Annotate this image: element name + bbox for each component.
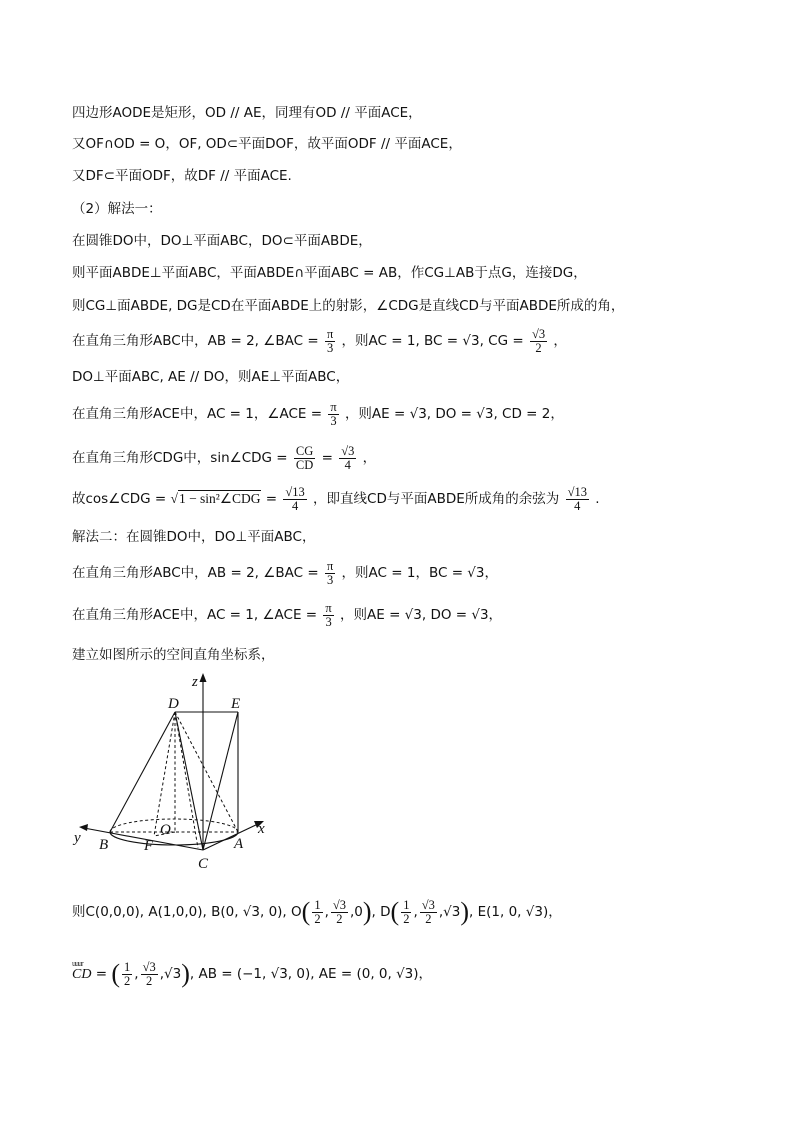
cone-figure xyxy=(72,672,282,872)
fraction-sqrt13-over-4: $\frac{√13}{4}$ xyxy=(285,484,305,513)
text-segment: ，则AE = √3, DO = √3， xyxy=(340,607,503,623)
vector-cd: uuur CD xyxy=(72,959,92,982)
line-triangle-abc-2 xyxy=(72,554,498,592)
fraction-sqrt3-over-2: $\frac{√3}{2}$ xyxy=(332,897,346,926)
line-ae-perpendicular: DO⊥平面ABC, AE // DO，则AE⊥平面ABC， xyxy=(72,369,350,385)
text-segment: 在直角三角形ABC中，AB = 2, ∠BAC = xyxy=(72,333,319,349)
line-angle-cdg: 则CG⊥面ABDE, DG是CD在平面ABDE上的射影，∠CDG是直线CD与平面ABDE所成的角， xyxy=(72,298,625,314)
line-triangle-ace-1 xyxy=(72,395,564,433)
fraction-sqrt3-over-2: $\frac{√3}{2}$ xyxy=(531,326,546,355)
fraction-pi-over-3: $\frac{\pi}{3}$ xyxy=(325,600,332,629)
text-segment: 在直角三角形ABC中，AB = 2, ∠BAC = xyxy=(72,565,319,581)
label-B: B xyxy=(99,837,109,853)
label-x: x xyxy=(258,821,265,837)
text-segment: ，则AE = √3, DO = √3, CD = 2， xyxy=(344,406,564,422)
line-triangle-abc-1 xyxy=(72,322,567,360)
text-segment: . xyxy=(595,491,600,507)
fraction-half: $\frac{1}{2}$ xyxy=(124,959,131,988)
text-segment: ，即直线CD与平面ABDE所成角的余弦为 xyxy=(313,491,560,507)
label-y: y xyxy=(74,830,81,846)
label-z: z xyxy=(192,674,198,690)
text-segment: 故cos∠CDG = xyxy=(72,491,167,507)
fraction-sqrt3-over-2: $\frac{√3}{2}$ xyxy=(421,897,435,926)
text-segment: , AB = (−1, √3, 0), AE = (0, 0, √3)， xyxy=(189,966,433,982)
fraction-sqrt3-over-2: $\frac{√3}{2}$ xyxy=(142,959,156,988)
text-segment: , D xyxy=(371,904,391,920)
method-two-heading: 解法二：在圆锥DO中，DO⊥平面ABC， xyxy=(72,529,316,545)
text-segment: 则C(0,0,0), A(1,0,0), B(0, √3, 0), O xyxy=(72,904,302,920)
text-segment: ， xyxy=(362,450,377,466)
line-df-parallel: 又DF⊂平面ODF，故DF // 平面ACE. xyxy=(72,168,292,184)
line-plane-odf-parallel: 又OF∩OD = O，OF, OD⊂平面DOF，故平面ODF // 平面ACE， xyxy=(72,136,462,152)
label-E: E xyxy=(231,696,241,712)
text-segment: = xyxy=(321,450,333,466)
z-axis-arrow xyxy=(200,673,207,682)
edge-dc-hidden-2 xyxy=(175,712,198,848)
line-rectangle-aode: 四边形AODE是矩形，OD // AE，同理有OD // 平面ACE， xyxy=(72,105,422,121)
text-segment: ，则AC = 1, BC = √3, CG = xyxy=(341,333,524,349)
text-segment: ，则AC = 1，BC = √3， xyxy=(341,565,498,581)
text-segment: 在直角三角形ACE中，AC = 1, ∠ACE = xyxy=(72,607,318,623)
sqrt-expression: √1 − sin²∠CDG xyxy=(170,491,261,506)
edge-ec xyxy=(203,712,238,850)
label-F: F xyxy=(144,838,154,854)
fraction-half: $\frac{1}{2}$ xyxy=(314,897,321,926)
fraction-half: $\frac{1}{2}$ xyxy=(403,897,410,926)
fraction-pi-over-3: $\frac{\pi}{3}$ xyxy=(326,558,334,587)
fraction-sqrt3-over-4: $\frac{√3}{4}$ xyxy=(341,443,355,472)
text-segment: = xyxy=(265,491,278,507)
line-coordinates: 则C(0,0,0), A(1,0,0), B(0, √3, 0), O( $\frac{1}{2}$ , $\frac{√3}{2}$ ,0), D( $\frac{1}{2}$ , $\frac{√3}{2}$ ,√3), E(1, 0, √3)， xyxy=(72,897,562,926)
fraction-sqrt13-over-4-answer: $\frac{√13}{4}$ xyxy=(567,484,587,513)
label-A: A xyxy=(234,836,244,852)
base-ellipse-back xyxy=(110,819,238,832)
edge-dc xyxy=(175,712,203,850)
line-cos-cdg xyxy=(72,480,600,518)
method-one-heading: （2）解法一： xyxy=(72,201,162,217)
line-plane-perpendicular: 则平面ABDE⊥平面ABC，平面ABDE∩平面ABC = AB，作CG⊥AB于点G，连接DG， xyxy=(72,265,587,281)
fraction-pi-over-3: $\frac{\pi}{3}$ xyxy=(330,399,337,428)
text-segment: 在直角三角形CDG中，sin∠CDG = xyxy=(72,450,288,466)
label-D: D xyxy=(168,696,179,712)
fraction-cg-over-cd: $\frac{CG}{CD}$ xyxy=(295,443,314,472)
line-vectors: uuur CD = ( $\frac{1}{2}$ , $\frac{√3}{2}$ ,√3), AB = (−1, √3, 0), AE = (0, 0, √3)， xyxy=(72,952,432,997)
edge-da-hidden xyxy=(175,712,238,832)
line-cone-do: 在圆锥DO中，DO⊥平面ABC，DO⊂平面ABDE， xyxy=(72,233,372,249)
line-coordinate-system: 建立如图所示的空间直角坐标系， xyxy=(72,647,275,663)
line-sin-cdg xyxy=(72,439,376,477)
x-axis xyxy=(203,823,260,850)
label-O: O xyxy=(160,822,171,838)
text-segment: 在直角三角形ACE中，AC = 1，∠ACE = xyxy=(72,406,323,422)
text-segment: , E(1, 0, √3)， xyxy=(469,904,562,920)
line-triangle-ace-2 xyxy=(72,596,502,634)
text-segment: = xyxy=(95,966,112,982)
fraction-pi-over-3: $\frac{\pi}{3}$ xyxy=(326,326,334,355)
text-segment: ， xyxy=(553,333,567,349)
label-C: C xyxy=(198,856,209,872)
